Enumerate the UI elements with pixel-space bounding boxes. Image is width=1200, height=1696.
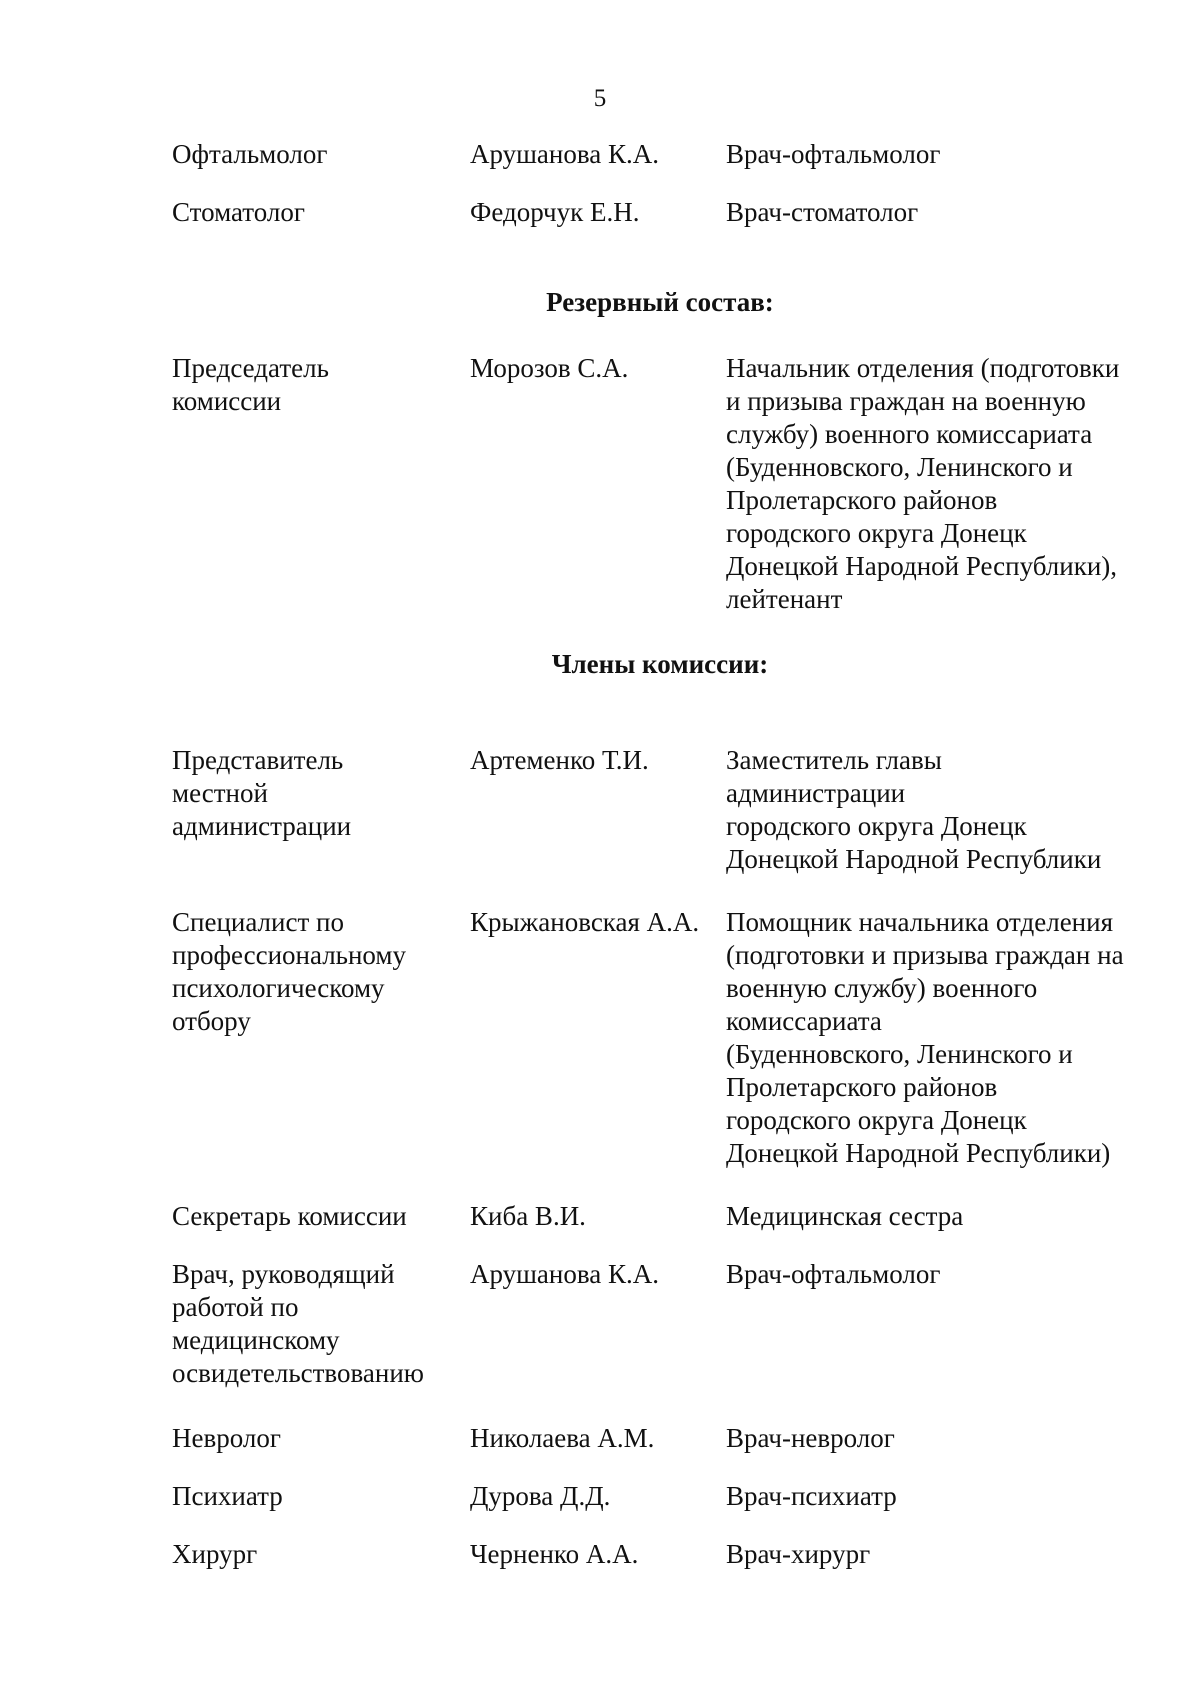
- position-line: Донецкой Народной Республики),: [726, 551, 1118, 581]
- role-cell: [172, 906, 462, 1038]
- position-cell: [726, 744, 1166, 876]
- name-cell: Николаева А.М.: [470, 1423, 655, 1453]
- role-cell: [172, 1538, 462, 1571]
- role-line: Секретарь комиссии: [172, 1201, 407, 1231]
- position-line: Врач-офтальмолог: [726, 139, 941, 169]
- position-line: Врач-офтальмолог: [726, 1259, 941, 1289]
- role-cell: [172, 352, 462, 418]
- position-line: лейтенант: [726, 584, 843, 614]
- position-line: Врач-стоматолог: [726, 197, 919, 227]
- position-line: военную службу) военного: [726, 973, 1038, 1003]
- role-line: Стоматолог: [172, 197, 305, 227]
- role-line: Председатель: [172, 353, 329, 383]
- position-line: Пролетарского районов: [726, 485, 998, 515]
- role-line: психологическому: [172, 973, 385, 1003]
- position-cell: [726, 352, 1166, 616]
- position-line: Пролетарского районов: [726, 1072, 998, 1102]
- role-cell: [172, 138, 462, 171]
- position-cell: [726, 1200, 1166, 1233]
- members-heading: Члены комиссии:: [551, 649, 769, 679]
- name-cell: Киба В.И.: [470, 1201, 586, 1231]
- role-cell: [172, 1200, 462, 1233]
- role-line: Хирург: [172, 1539, 258, 1569]
- name-cell: Федорчук Е.Н.: [470, 197, 640, 227]
- position-line: Заместитель главы: [726, 745, 942, 775]
- position-line: Помощник начальника отделения: [726, 907, 1113, 937]
- position-cell: [726, 906, 1166, 1170]
- role-line: отбору: [172, 1006, 251, 1036]
- role-line: медицинскому: [172, 1325, 340, 1355]
- name-cell: Артеменко Т.И.: [470, 745, 649, 775]
- role-cell: [172, 1258, 462, 1390]
- position-line: Донецкой Народной Республики): [726, 1138, 1111, 1168]
- role-line: освидетельствованию: [172, 1358, 424, 1388]
- role-line: администрации: [172, 811, 352, 841]
- role-cell: [172, 1480, 462, 1513]
- position-cell: [726, 138, 1166, 171]
- name-cell: Арушанова К.А.: [470, 1259, 659, 1289]
- position-cell: [726, 1258, 1166, 1291]
- role-line: Психиатр: [172, 1481, 283, 1511]
- position-line: городского округа Донецк: [726, 811, 1027, 841]
- position-cell: [726, 196, 1166, 229]
- page-number: 5: [593, 85, 607, 112]
- position-cell: [726, 1480, 1166, 1513]
- role-line: местной: [172, 778, 268, 808]
- role-line: Представитель: [172, 745, 344, 775]
- role-line: профессиональному: [172, 940, 406, 970]
- position-line: (Буденновского, Ленинского и: [726, 1039, 1073, 1069]
- role-line: работой по: [172, 1292, 299, 1322]
- position-cell: [726, 1538, 1166, 1571]
- position-line: комиссариата: [726, 1006, 882, 1036]
- position-line: и призыва граждан на военную: [726, 386, 1086, 416]
- role-line: комиссии: [172, 386, 282, 416]
- name-cell: Дурова Д.Д.: [470, 1481, 611, 1511]
- role-cell: [172, 1422, 462, 1455]
- name-cell: Крыжановская А.А.: [470, 907, 700, 937]
- position-line: городского округа Донецк: [726, 518, 1027, 548]
- name-cell: Черненко А.А.: [470, 1539, 639, 1569]
- position-line: городского округа Донецк: [726, 1105, 1027, 1135]
- position-line: Начальник отделения (подготовки: [726, 353, 1120, 383]
- reserve-heading: Резервный состав:: [546, 287, 774, 317]
- position-cell: [726, 1422, 1166, 1455]
- name-cell: Арушанова К.А.: [470, 139, 659, 169]
- position-line: Врач-психиатр: [726, 1481, 897, 1511]
- position-line: Донецкой Народной Республики: [726, 844, 1102, 874]
- name-cell: Морозов С.А.: [470, 353, 629, 383]
- position-line: (Буденновского, Ленинского и: [726, 452, 1073, 482]
- role-line: Офтальмолог: [172, 139, 328, 169]
- position-line: Медицинская сестра: [726, 1201, 964, 1231]
- role-line: Невролог: [172, 1423, 281, 1453]
- role-cell: [172, 196, 462, 229]
- role-cell: [172, 744, 462, 843]
- role-line: Врач, руководящий: [172, 1259, 395, 1289]
- position-line: администрации: [726, 778, 906, 808]
- position-line: Врач-хирург: [726, 1539, 871, 1569]
- position-line: службу) военного комиссариата: [726, 419, 1093, 449]
- position-line: Врач-невролог: [726, 1423, 895, 1453]
- role-line: Специалист по: [172, 907, 344, 937]
- position-line: (подготовки и призыва граждан на: [726, 940, 1124, 970]
